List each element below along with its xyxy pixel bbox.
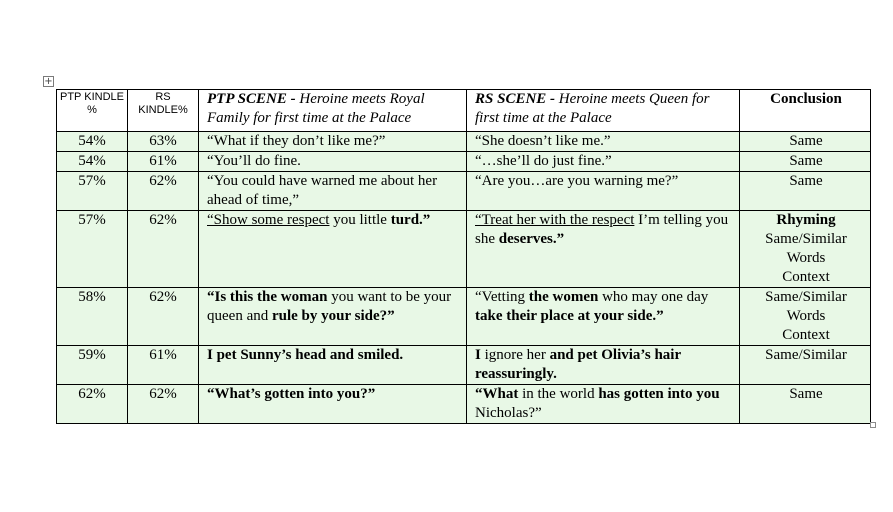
rs-percent: 63%: [128, 132, 199, 152]
table-row: [57, 132, 871, 152]
quote-underlined: “Show some respect: [207, 212, 330, 228]
rs-quote: “She doesn’t like me.”: [467, 132, 740, 152]
ptp-quote: “You could have warned me about her ahead of time,”: [199, 172, 467, 211]
conclusion-line: Same/Similar: [765, 231, 847, 247]
ptp-quote: “You’ll do fine.: [199, 152, 467, 172]
rs-quote: “…she’ll do just fine.”: [467, 152, 740, 172]
conclusion-line: Context: [782, 327, 830, 343]
conclusion-line: Words: [786, 250, 826, 266]
rs-percent: 62%: [128, 172, 199, 211]
quote-plain: ignore her: [480, 347, 550, 363]
table-move-handle-icon[interactable]: +: [44, 76, 53, 87]
quote-plain: Nicholas?”: [475, 405, 542, 421]
quote-bold: “Is this the woman: [207, 289, 328, 305]
ptp-quote: [199, 346, 467, 385]
ptp-quote: [199, 211, 467, 288]
quote-bold: has gotten into you: [598, 386, 720, 402]
conclusion-line: Context: [782, 269, 830, 285]
rs-percent: 62%: [128, 211, 199, 288]
table-row: [57, 152, 871, 172]
conclusion-cell: Same: [740, 152, 871, 172]
conclusion-cell: Same: [740, 132, 871, 152]
header-rs-kindle: RS KINDLE%: [128, 90, 199, 132]
comparison-table: [56, 89, 871, 424]
quote-bold: and pet Olivia’s hair reassuringly.: [475, 347, 681, 382]
header-rs-scene: RS SCENE - Heroine meets Queen for first time at the Palace: [467, 90, 740, 132]
rs-percent: 61%: [128, 346, 199, 385]
conclusion-cell: [740, 288, 871, 346]
conclusion-cell: [740, 211, 871, 288]
rs-quote: [467, 288, 740, 346]
table-row: [57, 385, 871, 424]
quote-plain: you want to be your queen and: [207, 289, 452, 324]
conclusion-cell: Same: [740, 385, 871, 424]
quote-plain: you little: [329, 212, 391, 228]
rs-quote: [467, 211, 740, 288]
quote-plain: in the world: [518, 386, 599, 402]
table-row: [57, 346, 871, 385]
quote-plain: “Vetting: [475, 289, 529, 305]
conclusion-line: Rhyming: [776, 212, 836, 228]
quote-plain: I’m telling you she: [475, 212, 729, 247]
conclusion-cell: Same/Similar: [740, 346, 871, 385]
rs-percent: 61%: [128, 152, 199, 172]
table-row: [57, 172, 871, 211]
rs-percent: 62%: [128, 385, 199, 424]
ptp-percent: 59%: [57, 346, 128, 385]
ptp-quote: “What if they don’t like me?”: [199, 132, 467, 152]
conclusion-cell: Same: [740, 172, 871, 211]
table-row: [57, 288, 871, 346]
ptp-percent: 58%: [57, 288, 128, 346]
quote-underlined: “Treat her with the respect: [475, 212, 635, 228]
quote-bold: head and smiled.: [295, 347, 404, 363]
ptp-percent: 57%: [57, 172, 128, 211]
quote-plain: who may one day: [598, 289, 709, 305]
header-ptp-kindle: PTP KINDLE %: [57, 90, 128, 132]
conclusion-line: Same/Similar: [765, 289, 847, 305]
quote-bold: the women: [528, 289, 599, 305]
quote-bold: “What’s gotten into you?”: [207, 386, 376, 402]
rs-percent: 62%: [128, 288, 199, 346]
rs-quote: [467, 346, 740, 385]
quote-bold: deserves.”: [498, 231, 565, 247]
ptp-percent: 57%: [57, 211, 128, 288]
conclusion-line: Words: [786, 308, 826, 324]
quote-bold: I pet Sunny’s: [207, 347, 296, 363]
header-row: [57, 90, 871, 132]
quote-bold: take their place at your side.”: [475, 308, 664, 324]
table-row: [57, 211, 871, 288]
header-conclusion: Conclusion: [740, 90, 871, 132]
ptp-quote: [199, 288, 467, 346]
quote-bold: rule by your side?”: [271, 308, 395, 324]
ptp-percent: 54%: [57, 132, 128, 152]
table-resize-handle[interactable]: [870, 422, 876, 428]
ptp-percent: 54%: [57, 152, 128, 172]
quote-bold: turd.”: [390, 212, 431, 228]
quote-bold: “What: [475, 386, 519, 402]
rs-quote: [467, 385, 740, 424]
quote-bold: I: [475, 347, 481, 363]
header-ptp-scene: PTP SCENE - Heroine meets Royal Family for first time at the Palace: [199, 90, 467, 132]
ptp-percent: 62%: [57, 385, 128, 424]
rs-quote: “Are you…are you warning me?”: [467, 172, 740, 211]
ptp-quote: [199, 385, 467, 424]
